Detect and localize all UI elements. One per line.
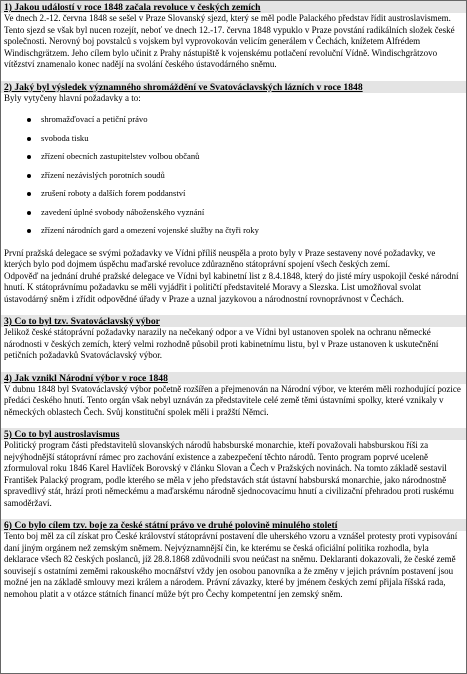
spacer [1,305,466,315]
list-item: zřízení národních gard a omezení vojenské služby na čtyři roky [3,221,464,240]
section-2 [1,81,466,306]
list-item: shromažďovací a petiční právo [3,110,464,129]
list-item: svoboda tisku [3,129,464,148]
section-3 [1,315,466,362]
spacer [1,418,466,428]
section-intro: Byly vytyčeny hlavní požadavky a to: [4,92,141,103]
section-heading: 2) Jaký byl výsledek významného shromáždění ve Svatováclavských lázních v roce 1848 [1,81,466,93]
section-6 [1,519,466,600]
section-paragraph: Tento boj měl za cíl získat pro České království státoprávní postavení dle uherského vzoru a vznášel protesty proti vypisování daní jiným orgánem než zemským sněmem. Nejvýznamnější čin, ke kterému se česká oficiální politika rozhodla, byla deklarace všech 82 českých poslanců, jíž 28.8.1868 zdůvodnili svou neúčast na sněmu. Deklaranti dokazovali, že české země souvisejí s ostatními zeměmi rakouského mocnářství vždy jen osobou panovníka a že změny v jejich právním postavení jsou možné jen na základě smlouvy mezi králem a národem. Právní závazky, které by jménem českých zemí přijala říšská rada, nemohou platit a v otázce státních financí může být pro Čechy kompetentní jen zemský sněm. [4,531,458,599]
section-paragraph: V dubnu 1848 byl Svatováclavský výbor početně rozšířen a přejmenován na Národní výbor, ve kterém měli rozhodující pozice předáci českého hnutí. Tento orgán však nebyl uznáván za představitele celé země těmi ústavními spolky, které vznikaly v německých oblastech Čech. Svůj konstituční spolek měli i pražští Němci. [4,383,461,417]
section-heading: 4) Jak vznikl Národní výbor v roce 1848 [1,372,466,384]
section-4 [1,372,466,419]
spacer [1,362,466,372]
list-item: zřízení nezávislých porotních soudů [3,166,464,185]
section-paragraph: První pražská delegace se svými požadavky ve Vídni příliš neuspěla a proto byly v Praze sestaveny nové požadavky, ve kterých bylo pod dojmem úspěchu maďarské revoluce zdůrazněno státoprávní spojení všech českých zemí. [4,247,436,269]
list-item: zrušení roboty a dalších forem poddanství [3,184,464,203]
list-item: zavedení úplné svobody náboženského vyznání [3,203,464,222]
section-5 [1,428,466,509]
list-item: zřízení obecních zastupitelstev volbou občanů [3,147,464,166]
section-heading: 6) Co bylo cílem tzv. boje za české státní právo ve druhé polovině minulého století [1,519,466,531]
demands-list [3,110,464,240]
section-paragraph: Odpověď na jednání druhé pražské delegace ve Vídni byl kabinetní list z 8.4.1848, který do jisté míry uspokojil české národní hnutí. K státoprávnímu požadavku se měli vyjádřit i političtí představitelé Moravy a Slezska. List umožňoval svolat ústavodárný sněm i zřídit odpovědné úřady v Praze a uznal jazykovou a národnostní rovnoprávnost v Čechách. [4,270,459,304]
section-1 [1,1,466,71]
section-heading: 1) Jakou událostí v roce 1848 začala revoluce v českých zemích [1,1,466,13]
spacer [1,71,466,81]
section-heading: 5) Co to byl austroslavismus [1,428,466,440]
spacer [1,509,466,519]
section-paragraph: Politický program části představitelů slovanských národů habsburské monarchie, kteří považovali habsburskou říši za nejvýhodnější státoprávní rámec pro zachování existence a zabezpečení těchto národů. Tento program poprvé uceleně zformuloval roku 1846 Karel Havlíček Borovský v článku Slovan a Čech v Pražských novinách. Na tomto základě sestavil František Palacký program, podle kterého se měla v jeho představách stát ústavní habsburská monarchie, jako národnostně spravedlivý stát, hrází proti německému a maďarskému národně sjednocovacímu hnutí a civilizační přehradou proti ruskému samoděržaví. [4,440,454,508]
section-heading: 3) Co to byl tzv. Svatováclavský výbor [1,315,466,327]
section-paragraph: Ve dnech 2.-12. června 1848 se sešel v Praze Slovanský sjezd, který se měl podle Palackého představ řídit austroslavismem. Tento sjezd se však byl nucen rozejít, neboť ve dnech 12.-17. června 1848 vypuklo v Praze povstání radikálních složek české společnosti. Nerovný boj povstalců s vojskem byl vyprovokován velicím generálem v Čechách, knížetem Alfrédem Windischgrätzem. Jeho cílem bylo učinit z Prahy nástupiště k vojenskému potlačení revoluční Vídně. Windischgrätzovo vítězství znamenalo konec nadějí na svolání českého ústavodárného sněmu. [4,13,455,69]
section-paragraph: Jelikož české státoprávní požadavky narazily na nečekaný odpor a ve Vídni byl ustanoven spolek na ochranu německé národnosti v českých zemích, který velmi rozhodně působil proti kabinetnímu listu, byl v Praze ustanoven k uskutečnění petičních požadavků Svatováclavský výbor. [4,327,439,360]
